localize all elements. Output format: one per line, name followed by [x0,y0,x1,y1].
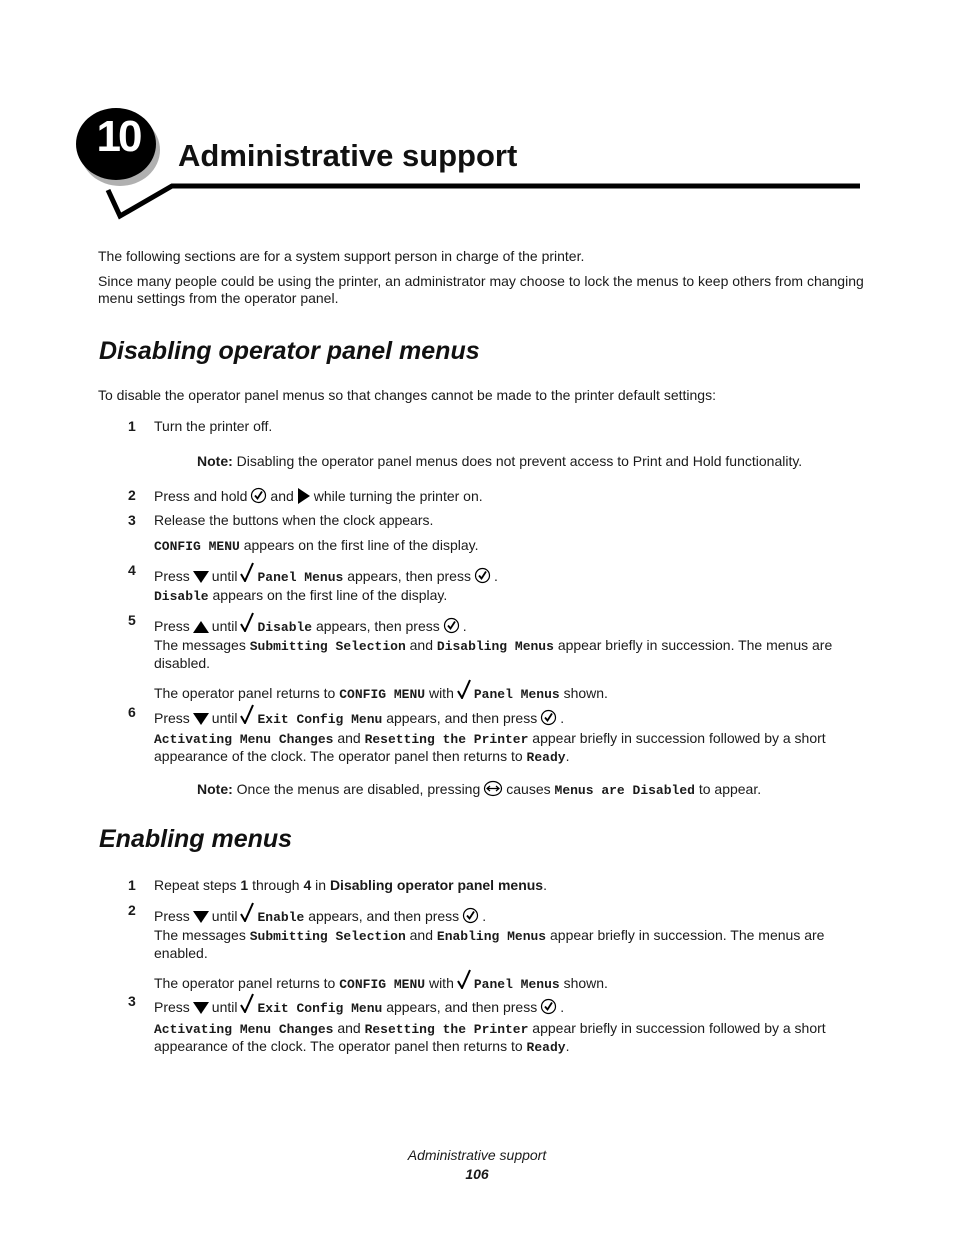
note [197,453,857,470]
section-heading: Disabling operator panel menus [99,337,480,365]
select-button-icon [443,617,460,634]
note-text: Disabling the operator panel menus does not prevent access to Print and Hold functionality. [236,453,803,469]
menu-button-icon [483,780,503,797]
step-result: CONFIG MENU appears on the first line of the display. [154,537,479,554]
checkmark-icon [240,902,254,922]
step-text: Release the buttons when the clock appears. [154,512,434,528]
section-lead: To disable the operator panel menus so that changes cannot be made to the printer default settings: [98,387,716,403]
note-label: Note: [197,781,233,797]
section-reference: Disabling operator panel menus [329,877,544,893]
step-text: Turn the printer off. [154,418,273,434]
step-number: 5 [128,612,136,628]
page-number: 106 [465,1166,489,1182]
step-number: 3 [128,993,136,1009]
checkmark-icon [240,612,254,632]
select-button-icon [250,487,267,504]
step-text: Repeat steps 1 through 4 in Disabling operator panel menus. [154,877,547,893]
right-arrow-icon [297,488,311,504]
down-arrow-icon [193,1001,209,1015]
down-arrow-icon [193,712,209,726]
down-arrow-icon [193,910,209,924]
step-number: 4 [128,562,136,578]
select-button-icon [540,998,557,1015]
chapter-title: Administrative support [178,138,518,173]
intro-paragraph: Since many people could be using the printer, an administrator may choose to lock the menus to keep others from changing menu settings from the operator panel. [98,273,864,306]
select-button-icon [462,907,479,924]
step-result: Activating Menu Changes and Resetting the Printer appear briefly in succession followed by a short appearance of the clock. The operator panel then returns to Ready. [154,1020,826,1055]
checkmark-icon [240,993,254,1013]
intro-paragraph: The following sections are for a system support person in charge of the printer. [98,248,585,264]
step-result: The operator panel returns to CONFIG MENU with Panel Menus shown. [154,969,854,993]
note-label: Note: [197,453,233,469]
note: Note: Once the menus are disabled, pressing causes Menus are Disabled to appear. [197,781,762,798]
step-text: Press and hold and while turning the printer on. [154,488,483,504]
chapter-header [0,0,954,230]
step-result: Activating Menu Changes and Resetting the Printer appear briefly in succession followed by a short appearance of the clock. The operator panel then returns to Ready. [154,730,826,765]
checkmark-icon [240,704,254,724]
step-result: The operator panel returns to CONFIG MENU with Panel Menus shown. [154,679,854,703]
step-result: The messages Submitting Selection and Enabling Menus appear briefly in succession. The menus are enabled. [154,927,825,961]
step-text: Press until Exit Config Menu appears, and then press . [154,993,854,1017]
step-text: Press until Enable appears, and then press . [154,902,854,926]
step-number: 6 [128,704,136,720]
chapter-number: 10 [96,112,140,161]
checkmark-icon [457,969,471,989]
step-text: Press until Panel Menus appears, then press . [154,562,854,586]
step-number: 1 [128,877,136,893]
footer-title: Administrative support [407,1147,547,1163]
select-button-icon [474,567,491,584]
step-number: 2 [128,902,136,918]
select-button-icon [540,709,557,726]
step-result: Disable appears on the first line of the display. [154,587,448,604]
step-result: The messages Submitting Selection and Disabling Menus appear briefly in succession. The menus are disabled. [154,637,833,671]
step-text: Press until Exit Config Menu appears, and then press . [154,704,854,728]
step-number: 3 [128,512,136,528]
section-heading: Enabling menus [99,825,293,853]
up-arrow-icon [193,620,209,634]
checkmark-icon [240,562,254,582]
down-arrow-icon [193,570,209,584]
step-number: 1 [128,418,136,434]
checkmark-icon [457,679,471,699]
step-number: 2 [128,487,136,503]
step-text: Press until Disable appears, then press . [154,612,854,636]
